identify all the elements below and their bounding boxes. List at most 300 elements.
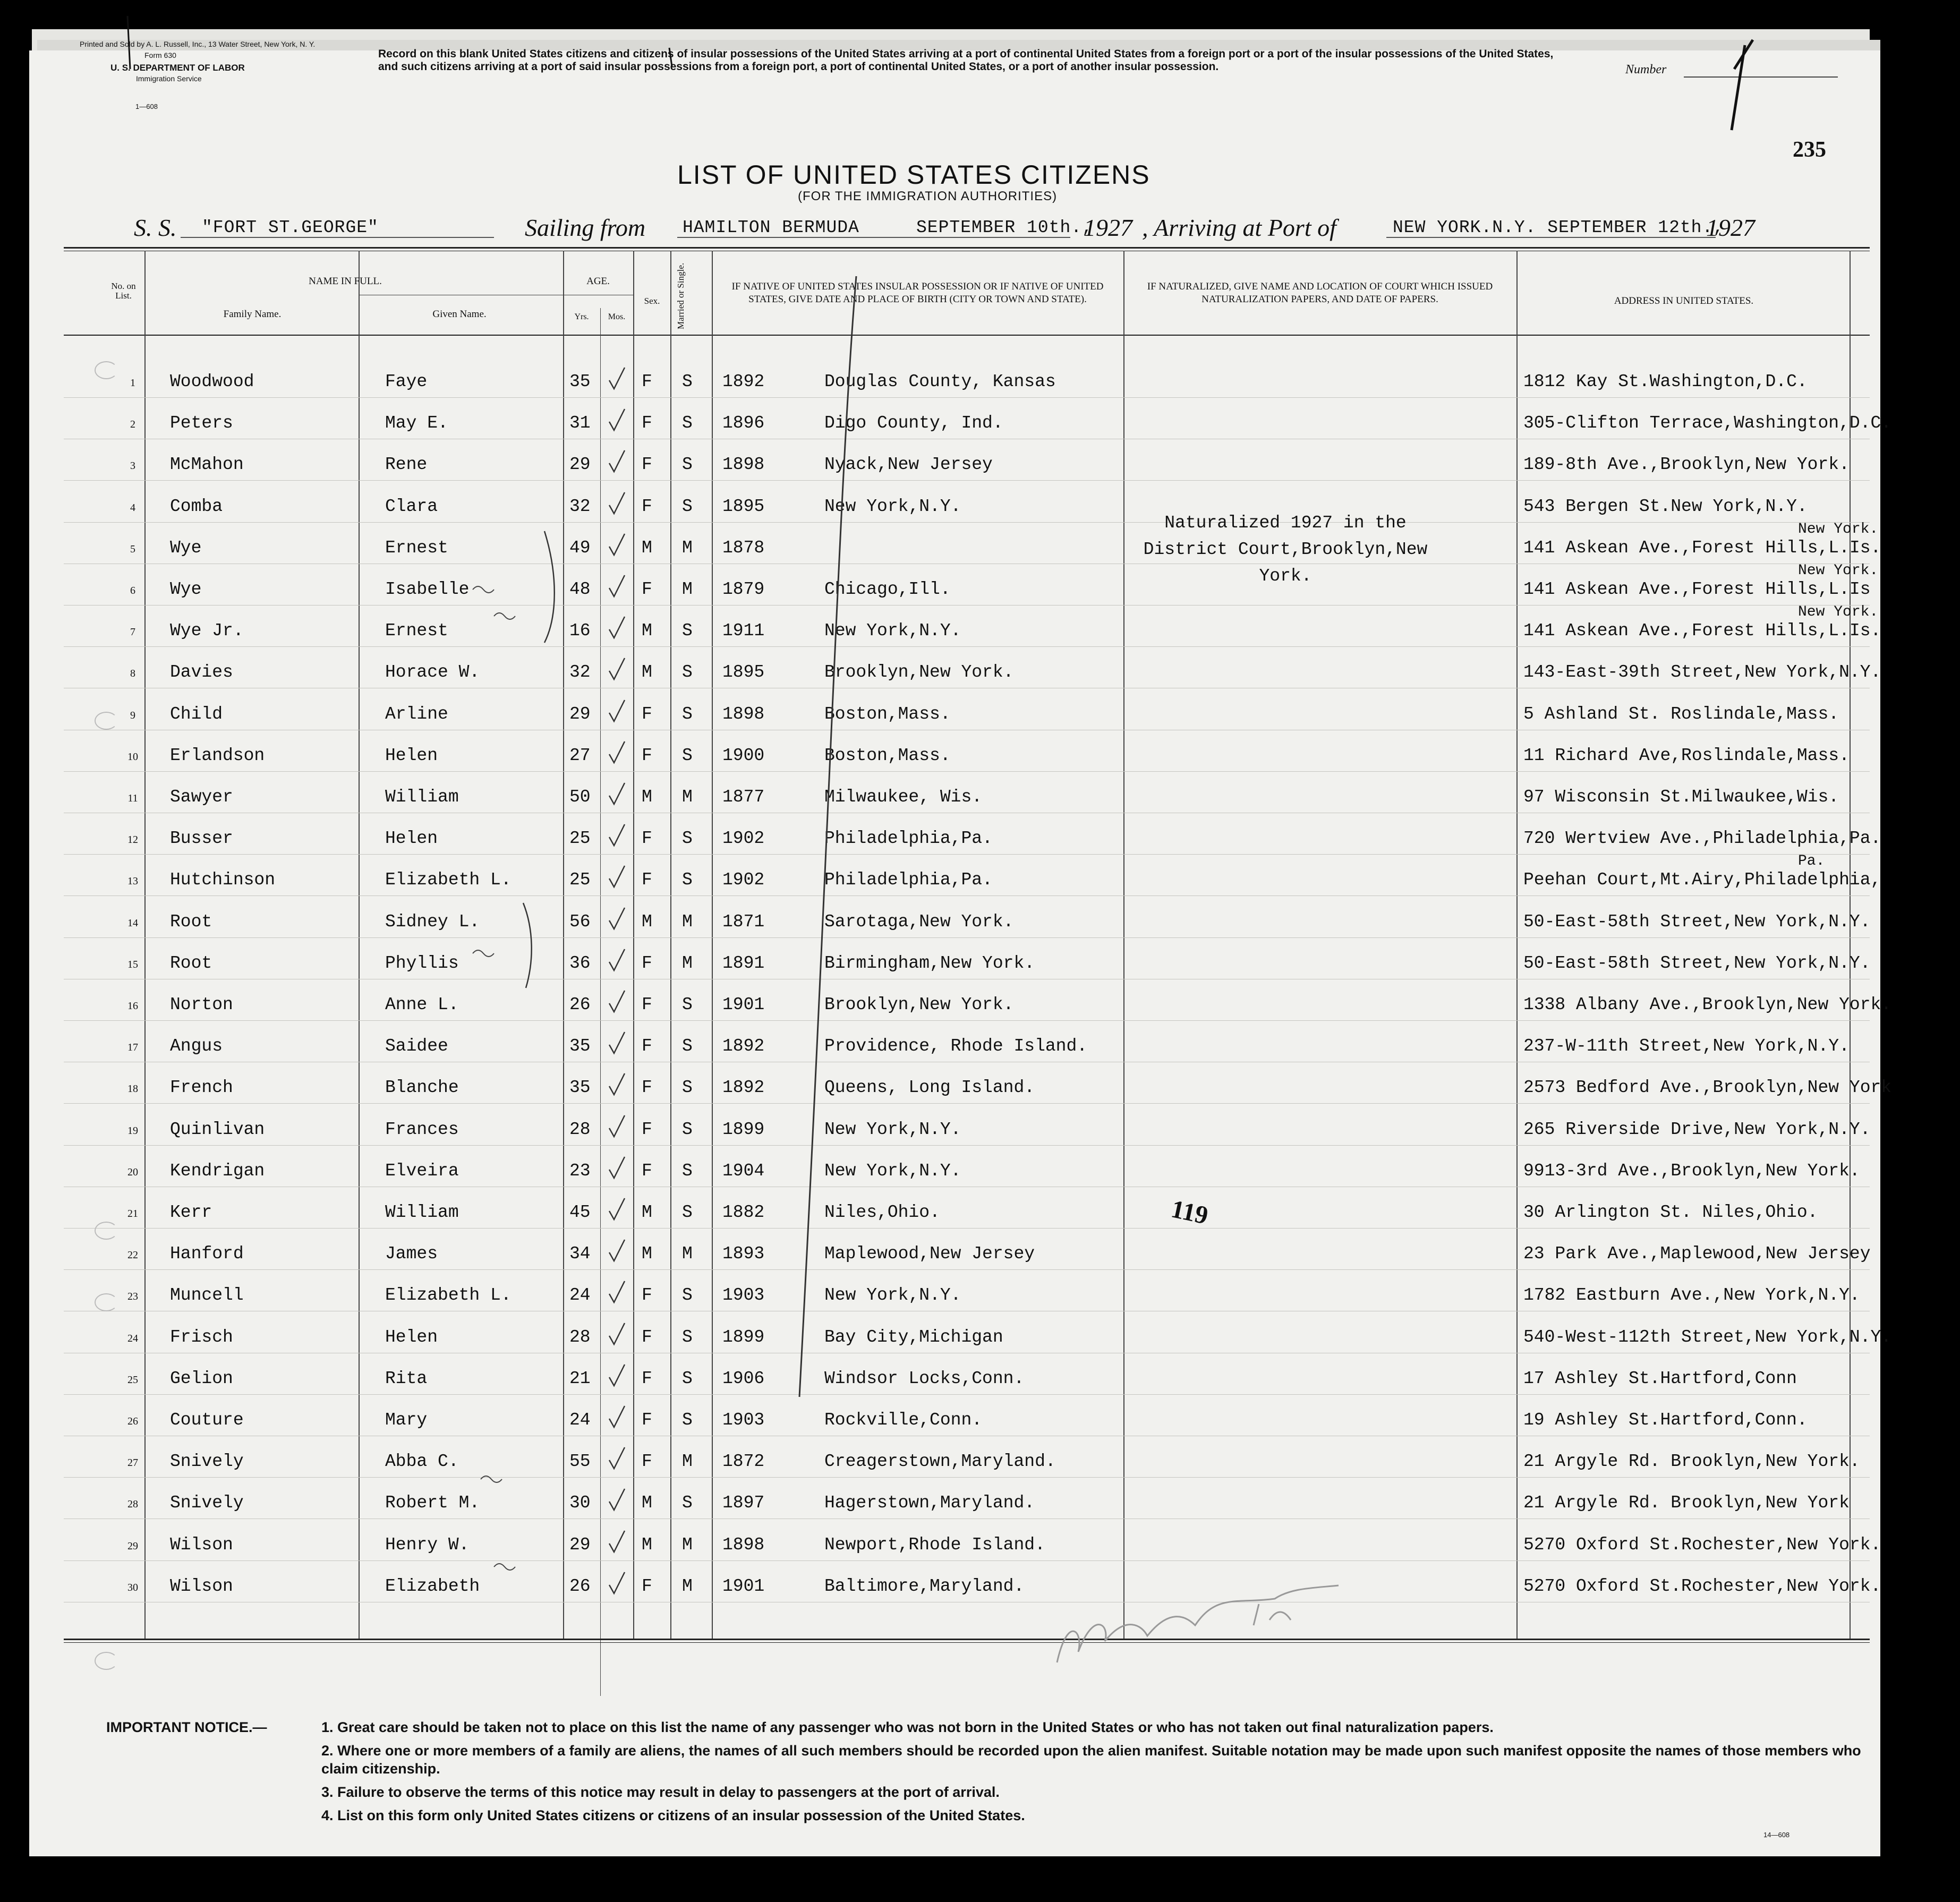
- sex: M: [642, 912, 652, 932]
- sex: F: [642, 704, 652, 724]
- row-number: 25: [127, 1374, 138, 1386]
- row-number: 13: [127, 875, 138, 887]
- sailing-label: Sailing from: [525, 214, 646, 241]
- naturalization-note: Naturalized 1927 in the District Court,Brooklyn,New York.: [1143, 513, 1428, 586]
- col-yrs: Yrs.: [574, 312, 589, 321]
- birth-year: 1882: [722, 1202, 765, 1222]
- birth-year: 1895: [722, 662, 765, 682]
- arriving-label: , Arriving at Port of: [1142, 214, 1336, 241]
- given-name: Helen: [385, 829, 438, 848]
- row-number: 20: [127, 1166, 138, 1178]
- birth-year: 1903: [722, 1285, 765, 1305]
- department-name: U. S. DEPARTMENT OF LABOR: [110, 63, 245, 73]
- sex: F: [642, 579, 652, 599]
- given-name: Horace W.: [385, 662, 480, 682]
- address: 1812 Kay St.Washington,D.C.: [1523, 372, 1808, 391]
- given-name: Phyllis: [385, 953, 459, 973]
- address: 543 Bergen St.New York,N.Y.: [1523, 497, 1808, 516]
- family-name: Snively: [170, 1493, 244, 1513]
- marital-status: S: [682, 455, 693, 474]
- sex: F: [642, 953, 652, 973]
- row-number: 4: [130, 502, 135, 514]
- col-sex: Sex.: [644, 296, 660, 306]
- pencil-mark-corner: [127, 16, 130, 69]
- form-number: Form 630: [144, 51, 176, 59]
- birth-year: 1895: [722, 497, 765, 516]
- age-years: 29: [569, 704, 591, 724]
- sex: F: [642, 870, 652, 890]
- given-name: Clara: [385, 497, 438, 516]
- pencil-check-line: [799, 276, 856, 1397]
- row-number: 14: [127, 917, 138, 929]
- given-name: May E.: [385, 413, 448, 433]
- given-name: Robert M.: [385, 1493, 480, 1513]
- notice-form-code: 14—608: [1763, 1831, 1790, 1839]
- birth-year: 1904: [722, 1161, 765, 1181]
- marital-status: S: [682, 372, 693, 391]
- row-number: 24: [127, 1333, 138, 1344]
- marital-status: M: [682, 1452, 693, 1471]
- family-name: Peters: [170, 413, 233, 433]
- birth-year: 1877: [722, 787, 765, 807]
- address: 5 Ashland St. Roslindale,Mass.: [1523, 704, 1839, 724]
- given-name: William: [385, 787, 459, 807]
- birth-place: Boston,Mass.: [824, 704, 951, 724]
- row-number: 6: [130, 585, 135, 596]
- form-code: 1—608: [135, 103, 158, 110]
- birth-place: Philadelphia,Pa.: [824, 870, 993, 890]
- birth-place: Bay City,Michigan: [824, 1327, 1003, 1347]
- col-birth: IF NATIVE OF UNITED STATES INSULAR POSSESSION OR IF NATIVE OF UNITED STATES, GIVE DATE AND PLACE OF BIRTH (CITY OR TOWN AND STATE).: [731, 281, 1104, 305]
- row-number: 21: [127, 1208, 138, 1219]
- birth-place: Milwaukee, Wis.: [824, 787, 983, 807]
- stamp-number: 119: [1169, 1195, 1211, 1230]
- sex: M: [642, 662, 652, 682]
- departure-port: HAMILTON BERMUDA: [683, 218, 859, 237]
- family-name: Quinlivan: [170, 1120, 265, 1139]
- age-years: 26: [569, 1576, 591, 1596]
- sex: F: [642, 455, 652, 474]
- birth-year: 1902: [722, 829, 765, 848]
- family-name: Kerr: [170, 1202, 212, 1222]
- address: 540-West-112th Street,New York,N.Y.: [1523, 1327, 1892, 1347]
- address: 17 Ashley St.Hartford,Conn: [1523, 1369, 1797, 1388]
- family-name: Sawyer: [170, 787, 233, 807]
- family-name: Busser: [170, 829, 233, 848]
- birth-place: Brooklyn,New York.: [824, 662, 1014, 682]
- sex: M: [642, 538, 652, 558]
- notice-item-1: 1. Great care should be taken not to place on this list the name of any passenger who was not born in the United States or who has not taken out final naturalization papers.: [321, 1719, 1494, 1735]
- birth-place: Hagerstown,Maryland.: [824, 1493, 1035, 1513]
- marital-status: M: [682, 1244, 693, 1264]
- row-number: 18: [127, 1083, 138, 1095]
- row-number: 19: [127, 1125, 138, 1137]
- address: 23 Park Ave.,Maplewood,New Jersey: [1523, 1244, 1871, 1264]
- family-name: Wye Jr.: [170, 621, 244, 641]
- marital-status: M: [682, 1535, 693, 1555]
- birth-place: Nyack,New Jersey: [824, 455, 993, 474]
- age-years: 56: [569, 912, 591, 932]
- family-name: Woodwood: [170, 372, 254, 391]
- family-name: Erlandson: [170, 746, 265, 765]
- address-note: Pa.: [1798, 853, 1825, 869]
- address: 11 Richard Ave,Roslindale,Mass.: [1523, 746, 1850, 765]
- address: 141 Askean Ave.,Forest Hills,L.Is.: [1523, 621, 1881, 641]
- given-name: Helen: [385, 1327, 438, 1347]
- birth-year: 1893: [722, 1244, 765, 1264]
- birth-year: 1901: [722, 1576, 765, 1596]
- age-years: 29: [569, 1535, 591, 1555]
- age-years: 23: [569, 1161, 591, 1181]
- arrival-port-date: NEW YORK.N.Y. SEPTEMBER 12th.,: [1393, 218, 1725, 237]
- given-name: William: [385, 1202, 459, 1222]
- birth-year: 1896: [722, 413, 765, 433]
- address: 30 Arlington St. Niles,Ohio.: [1523, 1202, 1818, 1222]
- marital-status: S: [682, 870, 693, 890]
- birth-year: 1911: [722, 621, 765, 641]
- family-name: Hutchinson: [170, 870, 276, 890]
- birth-place: Sarotaga,New York.: [824, 912, 1014, 932]
- birth-year: 1900: [722, 746, 765, 765]
- row-number: 2: [130, 419, 135, 430]
- birth-year: 1906: [722, 1369, 765, 1388]
- age-years: 16: [569, 621, 591, 641]
- birth-year: 1899: [722, 1327, 765, 1347]
- age-years: 27: [569, 746, 591, 765]
- printer-line: Printed and Sold by A. L. Russell, Inc., 13 Water Street, New York, N. Y.: [80, 40, 316, 48]
- birth-year: 1898: [722, 704, 765, 724]
- birth-place: Boston,Mass.: [824, 746, 951, 765]
- age-years: 35: [569, 1078, 591, 1097]
- age-years: 24: [569, 1285, 591, 1305]
- col-mos: Mos.: [608, 312, 626, 321]
- age-years: 50: [569, 787, 591, 807]
- row-number: 8: [130, 668, 135, 679]
- given-name: Faye: [385, 372, 428, 391]
- address-note: New York.: [1798, 604, 1879, 620]
- sex: F: [642, 1576, 652, 1596]
- family-name: Gelion: [170, 1369, 233, 1388]
- marital-status: S: [682, 1369, 693, 1388]
- family-name: Hanford: [170, 1244, 244, 1264]
- row-number: 28: [127, 1498, 138, 1510]
- marital-status: S: [682, 995, 693, 1014]
- birth-place: Newport,Rhode Island.: [824, 1535, 1045, 1555]
- birth-place: New York,N.Y.: [824, 1120, 961, 1139]
- family-name: Davies: [170, 662, 233, 682]
- birth-place: Baltimore,Maryland.: [824, 1576, 1025, 1596]
- family-name: Root: [170, 912, 212, 932]
- notice-item-3: 3. Failure to observe the terms of this notice may result in delay to passengers at the port of arrival.: [321, 1784, 1000, 1800]
- birth-year: 1898: [722, 1535, 765, 1555]
- bracket-mark: [523, 903, 532, 988]
- col-family: Family Name.: [223, 309, 282, 320]
- address: 5270 Oxford St.Rochester,New York.: [1523, 1535, 1881, 1555]
- family-name: Couture: [170, 1410, 244, 1430]
- col-age: AGE.: [586, 276, 610, 287]
- address: 141 Askean Ave.,Forest Hills,L.Is.: [1523, 538, 1881, 558]
- document-title: LIST OF UNITED STATES CITIZENS: [677, 160, 1151, 190]
- address: 50-East-58th Street,New York,N.Y.: [1523, 953, 1871, 973]
- family-name: McMahon: [170, 455, 244, 474]
- marital-status: M: [682, 912, 693, 932]
- given-name: Frances: [385, 1120, 459, 1139]
- age-years: 31: [569, 413, 591, 433]
- col-naturalized: IF NATURALIZED, GIVE NAME AND LOCATION OF COURT WHICH ISSUED NATURALIZATION PAPERS, AND DATE OF PAPERS.: [1147, 281, 1493, 305]
- marital-status: S: [682, 1202, 693, 1222]
- age-years: 48: [569, 579, 591, 599]
- sex: F: [642, 372, 652, 391]
- ss-label: S. S.: [134, 214, 177, 241]
- birth-place: New York,N.Y.: [824, 1161, 961, 1181]
- age-years: 24: [569, 1410, 591, 1430]
- given-name: Isabelle: [385, 579, 470, 599]
- arrival-year: 1927: [1706, 214, 1755, 241]
- birth-year: 1872: [722, 1452, 765, 1471]
- age-years: 35: [569, 372, 591, 391]
- birth-place: Rockville,Conn.: [824, 1410, 983, 1430]
- age-years: 36: [569, 953, 591, 973]
- sex: F: [642, 413, 652, 433]
- signature-time-mark: [1254, 1604, 1291, 1625]
- family-name: Wye: [170, 538, 202, 558]
- sex: M: [642, 621, 652, 641]
- sex: F: [642, 1036, 652, 1056]
- address: Peehan Court,Mt.Airy,Philadelphia,: [1523, 870, 1881, 890]
- sailing-year: 1927: [1084, 214, 1132, 241]
- marital-status: S: [682, 1493, 693, 1513]
- birth-place: Chicago,Ill.: [824, 579, 951, 599]
- col-address: ADDRESS IN UNITED STATES.: [1614, 295, 1754, 306]
- row-number: 30: [127, 1582, 138, 1593]
- address: 2573 Bedford Ave.,Brooklyn,New York: [1523, 1078, 1892, 1097]
- birth-place: Brooklyn,New York.: [824, 995, 1014, 1014]
- family-name: Muncell: [170, 1285, 244, 1305]
- pencil-mark-top: [669, 48, 672, 66]
- col-no: No. on List.: [111, 281, 136, 301]
- address: 9913-3rd Ave.,Brooklyn,New York.: [1523, 1161, 1860, 1181]
- initials-mark: [473, 586, 515, 619]
- birth-place: Windsor Locks,Conn.: [824, 1369, 1025, 1388]
- family-name: Wilson: [170, 1576, 233, 1596]
- row-number: 1: [130, 377, 135, 389]
- row-number: 26: [127, 1415, 138, 1427]
- row-number: 23: [127, 1291, 138, 1302]
- birth-place: Douglas County, Kansas: [824, 372, 1056, 391]
- address: 97 Wisconsin St.Milwaukee,Wis.: [1523, 787, 1839, 807]
- sex: F: [642, 829, 652, 848]
- sex: F: [642, 1120, 652, 1139]
- birth-year: 1899: [722, 1120, 765, 1139]
- initials-mark: [473, 950, 494, 957]
- age-years: 34: [569, 1244, 591, 1264]
- birth-year: 1897: [722, 1493, 765, 1513]
- family-name: Wye: [170, 579, 202, 599]
- family-name: Frisch: [170, 1327, 233, 1347]
- marital-status: M: [682, 953, 693, 973]
- sex: M: [642, 1244, 652, 1264]
- birth-place: Queens, Long Island.: [824, 1078, 1035, 1097]
- family-name: Wilson: [170, 1535, 233, 1555]
- row-number: 9: [130, 710, 135, 721]
- marital-status: S: [682, 413, 693, 433]
- age-years: 55: [569, 1452, 591, 1471]
- birth-place: Digo County, Ind.: [824, 413, 1003, 433]
- marital-status: S: [682, 621, 693, 641]
- notice-heading: IMPORTANT NOTICE.—: [106, 1719, 267, 1735]
- age-years: 26: [569, 995, 591, 1014]
- birth-year: 1901: [722, 995, 765, 1014]
- row-number: 29: [127, 1540, 138, 1552]
- given-name: Ernest: [385, 538, 448, 558]
- given-name: Sidney L.: [385, 912, 480, 932]
- family-name: Comba: [170, 497, 223, 516]
- address: 5270 Oxford St.Rochester,New York.: [1523, 1576, 1881, 1596]
- family-name: Root: [170, 953, 212, 973]
- row-number: 17: [127, 1042, 138, 1053]
- address: 305-Clifton Terrace,Washington,D.C.: [1523, 413, 1892, 433]
- given-name: Anne L.: [385, 995, 459, 1014]
- age-years: 28: [569, 1120, 591, 1139]
- given-name: Helen: [385, 746, 438, 765]
- bracket-mark: [544, 531, 555, 643]
- birth-place: New York,N.Y.: [824, 621, 961, 641]
- family-name: French: [170, 1078, 233, 1097]
- family-name: Kendrigan: [170, 1161, 265, 1181]
- sex: M: [642, 1493, 652, 1513]
- address: 1338 Albany Ave.,Brooklyn,New York.: [1523, 995, 1892, 1014]
- age-years: 45: [569, 1202, 591, 1222]
- sex: F: [642, 1285, 652, 1305]
- birth-year: 1878: [722, 538, 765, 558]
- notice-item-2: 2. Where one or more members of a family are aliens, the names of all such members should be recorded upon the alien manifest. Suitable notation may be made upon such manifest opposite the names of those members who claim citizenship.: [321, 1743, 1861, 1777]
- given-name: Blanche: [385, 1078, 459, 1097]
- address: 720 Wertview Ave.,Philadelphia,Pa.: [1523, 829, 1881, 848]
- given-name: Elizabeth: [385, 1576, 480, 1596]
- marital-status: S: [682, 1410, 693, 1430]
- sex: F: [642, 1078, 652, 1097]
- age-years: 25: [569, 829, 591, 848]
- address: 265 Riverside Drive,New York,N.Y.: [1523, 1120, 1871, 1139]
- age-years: 49: [569, 538, 591, 558]
- address: 141 Askean Ave.,Forest Hills,L.Is: [1523, 579, 1871, 599]
- given-name: Ernest: [385, 621, 448, 641]
- birth-place: Maplewood,New Jersey: [824, 1244, 1035, 1264]
- birth-year: 1892: [722, 372, 765, 391]
- age-years: 30: [569, 1493, 591, 1513]
- given-name: Mary: [385, 1410, 428, 1430]
- birth-place: New York,N.Y.: [824, 497, 961, 516]
- marital-status: M: [682, 787, 693, 807]
- address-note: New York.: [1798, 521, 1879, 538]
- birth-place: Creagerstown,Maryland.: [824, 1452, 1056, 1471]
- birth-place: Providence, Rhode Island.: [824, 1036, 1088, 1056]
- address: 1782 Eastburn Ave.,New York,N.Y.: [1523, 1285, 1860, 1305]
- sailing-date: SEPTEMBER 10th.,: [916, 218, 1093, 237]
- col-given: Given Name.: [432, 309, 487, 320]
- given-name: Henry W.: [385, 1535, 470, 1555]
- sex: F: [642, 497, 652, 516]
- given-name: Rene: [385, 455, 428, 474]
- col-married: Married or Single.: [676, 262, 686, 329]
- given-name: Elveira: [385, 1161, 459, 1181]
- marital-status: S: [682, 1327, 693, 1347]
- age-years: 21: [569, 1369, 591, 1388]
- age-years: 35: [569, 1036, 591, 1056]
- family-name: Child: [170, 704, 223, 724]
- document-subtitle: (FOR THE IMMIGRATION AUTHORITIES): [798, 189, 1058, 203]
- sex: F: [642, 1161, 652, 1181]
- sex: F: [642, 995, 652, 1014]
- marital-status: S: [682, 662, 693, 682]
- marital-status: S: [682, 704, 693, 724]
- birth-year: 1892: [722, 1078, 765, 1097]
- pencil-mark-page: [1732, 40, 1753, 130]
- birth-year: 1891: [722, 953, 765, 973]
- inspector-signature: [1057, 1585, 1339, 1662]
- initials-mark: [481, 1476, 502, 1482]
- address: 143-East-39th Street,New York,N.Y.: [1523, 662, 1881, 682]
- marital-status: S: [682, 1036, 693, 1056]
- birth-year: 1903: [722, 1410, 765, 1430]
- age-years: 32: [569, 662, 591, 682]
- address: 237-W-11th Street,New York,N.Y.: [1523, 1036, 1850, 1056]
- sex: M: [642, 1202, 652, 1222]
- notice-item-4: 4. List on this form only United States citizens or citizens of an insular possession of the United States.: [321, 1807, 1025, 1823]
- marital-status: M: [682, 579, 693, 599]
- sex: F: [642, 1327, 652, 1347]
- row-number: 7: [130, 626, 135, 638]
- family-name: Angus: [170, 1036, 223, 1056]
- marital-status: M: [682, 538, 693, 558]
- sex: F: [642, 1410, 652, 1430]
- record-instructions: Record on this blank United States citizens and citizens of insular possessions of the United States arriving at a port of continental United States from a foreign port or a port of the insular possessions of the United States, and such citizens arriving at a port of said insular possessions from a foreign port, a port of continental United States, or a port of another insular possession.: [378, 48, 1554, 73]
- marital-status: M: [682, 1576, 693, 1596]
- sex: M: [642, 787, 652, 807]
- birth-year: 1902: [722, 870, 765, 890]
- given-name: Abba C.: [385, 1452, 459, 1471]
- notice-items: [321, 1718, 1888, 1830]
- number-label: Number: [1625, 63, 1667, 76]
- sex: M: [642, 1535, 652, 1555]
- given-name: Elizabeth L.: [385, 870, 512, 890]
- row-number: 12: [127, 834, 138, 846]
- address-note: New York.: [1798, 562, 1879, 579]
- address: 19 Ashley St.Hartford,Conn.: [1523, 1410, 1808, 1430]
- marital-status: S: [682, 497, 693, 516]
- family-name: Snively: [170, 1452, 244, 1471]
- row-number: 15: [127, 959, 138, 970]
- address: 21 Argyle Rd. Brooklyn,New York.: [1523, 1452, 1860, 1471]
- service-name: Immigration Service: [136, 74, 202, 83]
- marital-status: S: [682, 1161, 693, 1181]
- row-number: 10: [127, 751, 138, 763]
- age-years: 29: [569, 455, 591, 474]
- birth-place: Birmingham,New York.: [824, 953, 1035, 973]
- col-name-group: NAME IN FULL.: [309, 276, 382, 287]
- row-number: 16: [127, 1000, 138, 1012]
- sex: F: [642, 1369, 652, 1388]
- marital-status: S: [682, 746, 693, 765]
- given-name: James: [385, 1244, 438, 1264]
- birth-place: Philadelphia,Pa.: [824, 829, 993, 848]
- given-name: Rita: [385, 1369, 428, 1388]
- address: 21 Argyle Rd. Brooklyn,New York: [1523, 1493, 1850, 1513]
- given-name: Arline: [385, 704, 448, 724]
- given-name: Elizabeth L.: [385, 1285, 512, 1305]
- age-years: 25: [569, 870, 591, 890]
- row-number: 27: [127, 1457, 138, 1469]
